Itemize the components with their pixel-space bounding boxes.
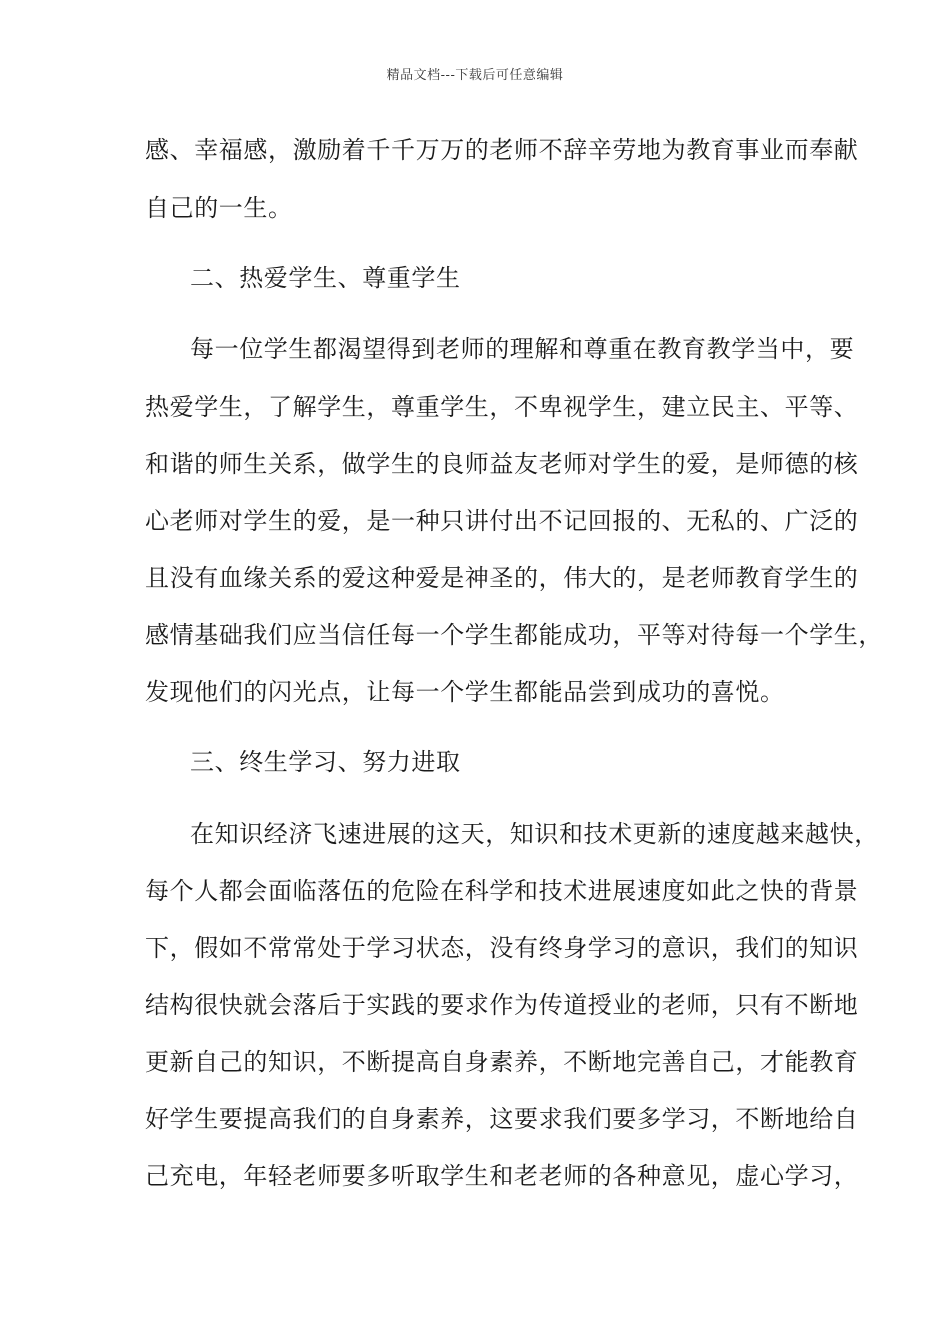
- body-line: 好学生要提高我们的自身素养，这要求我们要多学习，不断地给自: [145, 1105, 859, 1133]
- body-line: 感情基础我们应当信任每一个学生都能成功，平等对待每一个学生，: [145, 621, 883, 649]
- section-heading: 三、终生学习、努力进取: [190, 748, 461, 776]
- body-line: 且没有血缘关系的爱这种爱是神圣的，伟大的，是老师教育学生的: [145, 564, 859, 592]
- body-line: 己充电，年轻老师要多听取学生和老老师的各种意见，虚心学习，: [145, 1162, 859, 1190]
- body-line: 在知识经济飞速进展的这天，知识和技术更新的速度越来越快，: [190, 820, 879, 848]
- body-line: 自己的一生。: [145, 194, 293, 222]
- body-line: 下，假如不常常处于学习状态，没有终身学习的意识，我们的知识: [145, 934, 859, 962]
- body-line: 更新自己的知识，不断提高自身素养，不断地完善自己，才能教育: [145, 1048, 859, 1076]
- body-line: 每个人都会面临落伍的危险在科学和技术进展速度如此之快的背景: [145, 877, 859, 905]
- section-heading: 二、热爱学生、尊重学生: [190, 264, 461, 292]
- body-line: 结构很快就会落后于实践的要求作为传道授业的老师，只有不断地: [145, 991, 859, 1019]
- body-line: 发现他们的闪光点，让每一个学生都能品尝到成功的喜悦。: [145, 678, 785, 706]
- body-line: 和谐的师生关系，做学生的良师益友老师对学生的爱，是师德的核: [145, 450, 859, 478]
- page-header: 精品文档---下载后可任意编辑: [386, 68, 564, 83]
- body-line: 热爱学生，了解学生，尊重学生，不卑视学生，建立民主、平等、: [145, 393, 859, 421]
- body-line: 心老师对学生的爱，是一种只讲付出不记回报的、无私的、广泛的: [145, 507, 859, 535]
- body-line: 每一位学生都渴望得到老师的理解和尊重在教育教学当中，要: [190, 335, 855, 363]
- body-line: 感、幸福感，激励着千千万万的老师不辞辛劳地为教育事业而奉献: [145, 136, 859, 164]
